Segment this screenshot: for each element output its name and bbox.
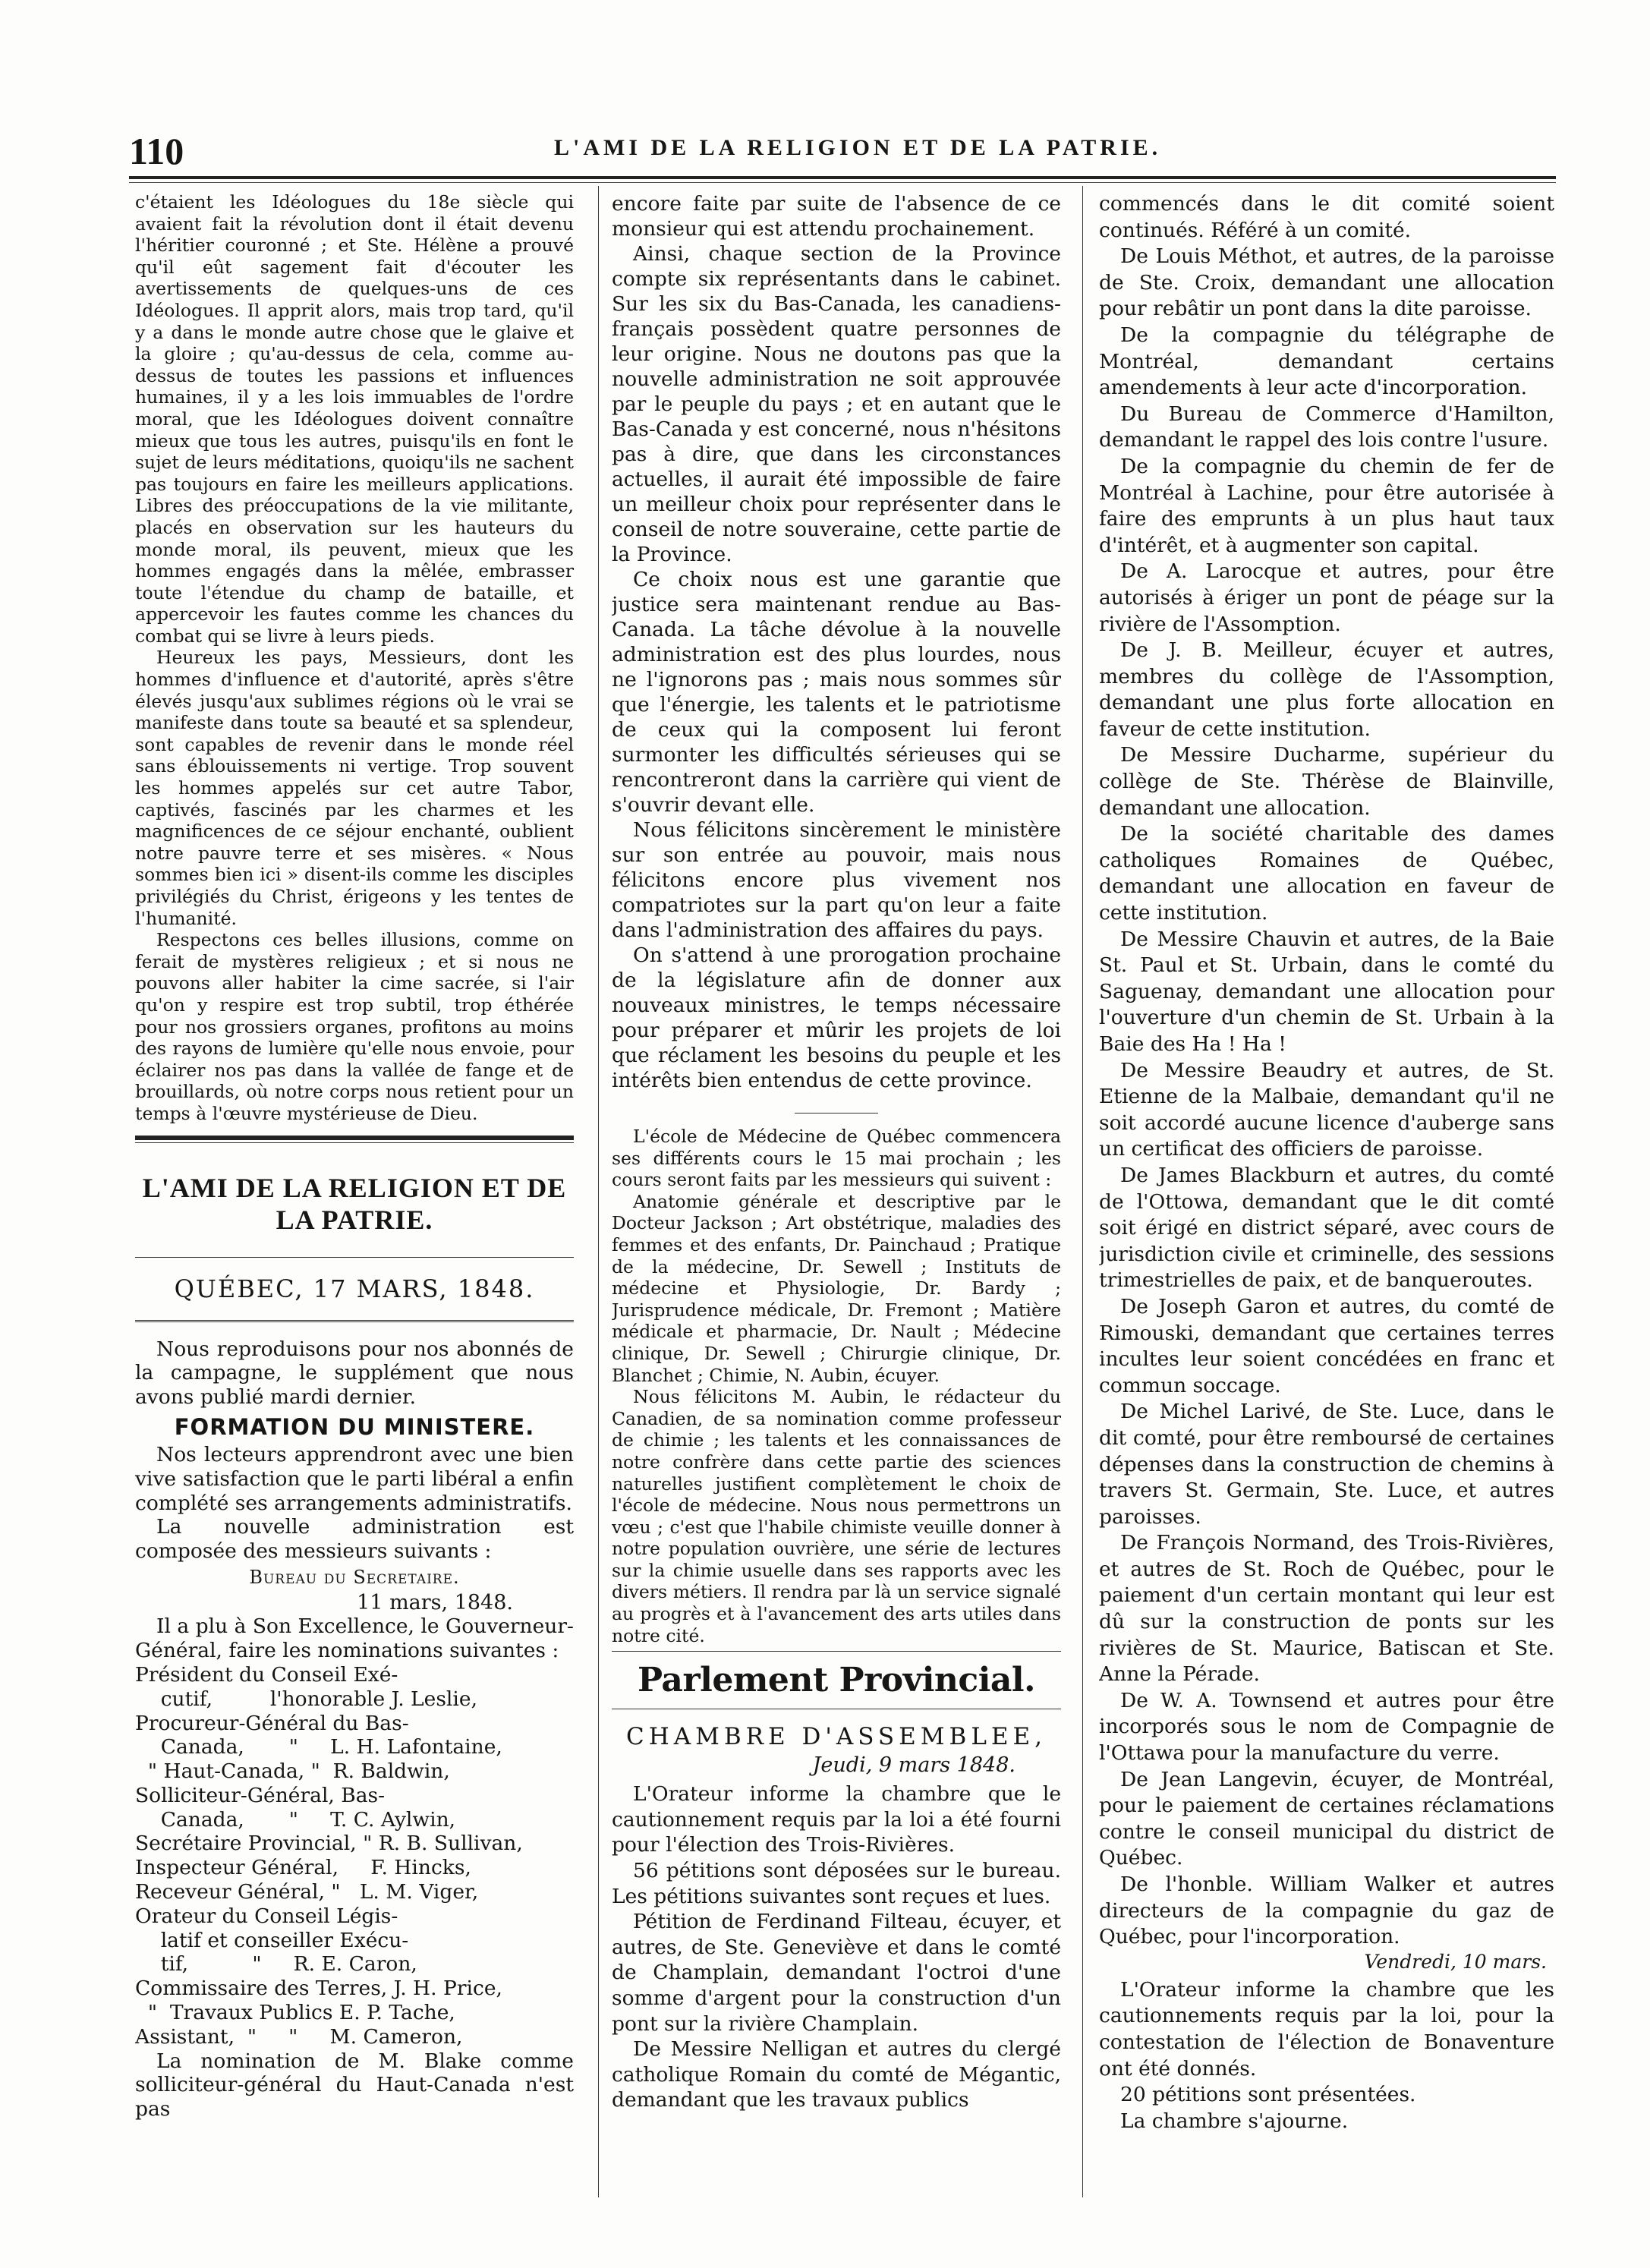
paragraph: Anatomie générale et descriptive par le Docteur Jackson ; Art obstétrique, maladies des femmes et des enfants, Dr. Painchaud ; Pratique de la médecine, Dr. Sewell ; Instituts de médecine et Physiologie, Dr. Bardy ; Jurisprudence médicale, Dr. Fremont ; Matière médicale et pharmacie, Dr. Nault ; Médecine clinique, Dr. Sewell ; Chirurgie clinique, Dr. Blanchet ; Chimie, N. Aubin, écuyer. xyxy=(612,1190,1061,1386)
appointments-list: Président du Conseil Exé- cutif, l'honorable J. Leslie, Procureur-Général du Bas- Canada, " L. H. Lafontaine, " Haut-Canada, " R. Baldwin, Solliciteur-Général, Bas- Canada, " T. C. Aylwin, Secrétaire Provincial, " R. B. Sullivan, Inspecteur Général, F. Hincks, Receveur Général, " L. M. Viger, Orateur du Conseil Légis- latif et conseiller Exécu- tif, " R. E. Caron, Commissaire des Terres, J. H. Price, " Travaux Publics E. P. Tache, Assistant, " " M. Cameron, xyxy=(135,1662,523,2049)
paragraph: Nous félicitons sincèrement le ministère sur son entrée au pouvoir, mais nous félicitons encore plus vivement nos compatriotes sur la part qu'on leur a faite dans l'administration des affaires du pays. xyxy=(612,818,1061,942)
paragraph: De l'honble. William Walker et autres directeurs de la compagnie du gaz de Québec, pour l'incorporation. xyxy=(1099,1873,1554,1949)
column-3 xyxy=(1099,191,1554,2195)
short-divider xyxy=(612,1102,1061,1117)
divider xyxy=(135,1257,574,1258)
paragraph: L'Orateur informe la chambre que le cautionnement requis par la loi a été fourni pour l'élection des Trois-Rivières. xyxy=(612,1782,1061,1857)
paragraph: De W. A. Townsend et autres pour être incorporés sous le nom de Compagnie de l'Ottawa pour la manufacture du verre. xyxy=(1099,1688,1554,1766)
header-rule xyxy=(129,176,1556,179)
paragraph: L'Orateur informe la chambre que les cautionnements requis par la loi, pour la contestation de l'élection de Bonaventure ont été donnés. xyxy=(1099,1977,1554,2081)
section-title: Parlement Provincial. xyxy=(638,1661,1035,1700)
masthead-rule-thin xyxy=(135,1142,574,1143)
paragraph: 56 pétitions sont déposées sur le bureau. Les pétitions suivantes sont reçues et lues. xyxy=(612,1859,1061,1908)
paragraph: encore faite par suite de l'absence de ce monsieur qui est attendu prochainement. xyxy=(612,192,1061,241)
page-number: 110 xyxy=(129,130,184,172)
paragraph: commencés dans le dit comité soient continués. Référé à un comité. xyxy=(1099,192,1554,242)
paragraph: De Messire Ducharme, supérieur du collège de Ste. Thérèse de Blainville, demandant une allocation. xyxy=(1099,743,1554,820)
paragraph: 20 pétitions sont présentées. xyxy=(1120,2083,1416,2107)
paragraph: La nomination de M. Blake comme solliciteur-général du Haut-Canada n'est pas xyxy=(135,2049,574,2122)
paragraph: De Louis Méthot, et autres, de la paroisse de Ste. Croix, demandant une allocation pour rebâtir un pont dans la dite paroisse. xyxy=(1099,244,1554,321)
column-1 xyxy=(135,191,574,2195)
paragraph: De J. B. Meilleur, écuyer et autres, membres du collège de l'Assomption, demandant une plus forte allocation en faveur de cette institution. xyxy=(1099,638,1554,741)
paragraph: Du Bureau de Commerce d'Hamilton, demandant le rappel des lois contre l'usure. xyxy=(1099,402,1554,452)
double-divider xyxy=(135,1320,574,1324)
paragraph: De la compagnie du télégraphe de Montréal, demandant certains amendements à leur acte d'incorporation. xyxy=(1099,323,1554,400)
paragraph: De James Blackburn et autres, du comté de l'Ottowa, demandant que le dit comté soit érigé en district séparé, avec cours de jurisdiction civile et criminelle, des sessions trimestrielles de paix, et de banqueroutes. xyxy=(1099,1163,1554,1293)
paragraph: De Messire Chauvin et autres, de la Baie St. Paul et St. Urbain, dans le comté du Saguenay, demandant une allocation pour l'ouverture d'un chemin de St. Urbain à la Baie des Ha ! Ha ! xyxy=(1099,927,1554,1056)
session-date: Vendredi, 10 mars. xyxy=(1364,1950,1547,1973)
paragraph: Ce choix nous est une garantie que justice sera maintenant rendue au Bas-Canada. La tâche dévolue à la nouvelle administration est des plus lourdes, nous ne l'ignorons pas ; mais nous sommes sûr que l'énergie, les talents et le patriotisme de ceux qui la composent lui feront surmonter les difficultés sérieuses qui se rencontreront dans la carrière qui vient de s'ouvrir devant elle. xyxy=(612,568,1061,817)
bureau-heading: Bureau du Secretaire. xyxy=(249,1566,460,1588)
paragraph: Ainsi, chaque section de la Province compte six représentants dans le cabinet. Sur les six du Bas-Canada, les canadiens-français possèdent quatre personnes de leur origine. Nous ne doutons pas que la nouvelle administration ne soit approuvée par le peuple du pays ; et en autant que le Bas-Canada y est concerné, nous n'hésitons pas à dire, que dans les circonstances actuelles, il aurait été impossible de faire un meilleur choix pour représenter dans le conseil de notre souveraine, cette partie de la Province. xyxy=(612,242,1061,566)
column-separator xyxy=(598,186,599,2197)
subsection-heading: CHAMBRE D'ASSEMBLEE, xyxy=(625,1723,1047,1751)
paragraph: De Messire Nelligan et autres du clergé catholique Romain du comté de Mégantic, demandant que les travaux publics xyxy=(612,2037,1061,2112)
paragraph: Il a plu à Son Excellence, le Gouverneur-Général, faire les nominations suivantes : xyxy=(135,1614,574,1663)
paragraph: De Joseph Garon et autres, du comté de Rimouski, demandant que certaines terres incultes leur soient concédées en franc et commun soccage. xyxy=(1099,1294,1554,1397)
column-separator xyxy=(1082,186,1083,2197)
paragraph: La nouvelle administration est composée des messieurs suivants : xyxy=(135,1515,574,1564)
paragraph: c'étaient les Idéologues du 18e siècle qui avaient fait la révolution dont il était devenu l'héritier couronné ; et Ste. Hélène a prouvé qu'il eût sagement fait d'écouter les avertissements de quelques-uns de ces Idéologues. Il apprit alors, mais trop tard, qu'il y a dans le monde autre chose que le glaive et la gloire ; qu'au-dessus de cela, comme au-dessus de toutes les passions et influences humaines, il y a les lois immuables de l'ordre moral, que les Idéologues doivent connaître mieux que tous les autres, puisqu'ils en font le sujet de leurs méditations, quoiqu'ils ne sachent pas toujours en faire les meilleurs applications. Libres des préoccupations de la vie militante, placés en observation sur les hauteurs du monde moral, ils peuvent, mieux que les hommes engagés dans la mêlée, embrasser toute l'étendue du champ de bataille, et appercevoir les fautes comme les chances du combat qui se livre à leurs pieds. xyxy=(135,191,574,647)
paragraph: De François Normand, des Trois-Rivières, et autres de St. Roch de Québec, pour le paiement d'un certain montant qui leur est dû sur la construction de ponts sur les rivières de St. Maurice, Batiscan et Ste. Anne la Pérade. xyxy=(1099,1531,1554,1687)
paragraph: De Messire Beaudry et autres, de St. Etienne de la Malbaie, demandant qu'il ne soit accordé aucune licence d'auberge sans un certificat des officiers de paroisse. xyxy=(1099,1058,1554,1161)
paragraph: On s'attend à une prorogation prochaine de la législature afin de donner aux nouveaux ministres, le temps nécessaire pour préparer et mûrir les projets de loi que réclament les besoins du peuple et les intérêts bien entendus de cette province. xyxy=(612,943,1061,1092)
paragraph: De la compagnie du chemin de fer de Montréal à Lachine, pour être autorisée à faire des emprunts à un plus haut taux d'intérêt, et à augmenter son capital. xyxy=(1099,454,1554,557)
masthead-title: L'AMI DE LA RELIGION ET DE LA PATRIE. xyxy=(142,1172,567,1235)
paragraph: Nos lecteurs apprendront avec une bien vive satisfaction que le parti libéral a enfin complété ses arrangements administratifs. xyxy=(135,1442,574,1515)
intro-paragraph: Nous reproduisons pour nos abonnés de la campagne, le supplément que nous avons publié mardi dernier. xyxy=(135,1337,574,1410)
bureau-date: 11 mars, 1848. xyxy=(357,1590,513,1614)
divider xyxy=(612,1651,1061,1652)
session-date: Jeudi, 9 mars 1848. xyxy=(812,1753,1016,1778)
paragraph: De Jean Langevin, écuyer, de Montréal, pour le paiement de certaines réclamations contre le conseil municipal du district de Québec. xyxy=(1099,1767,1554,1870)
paragraph: De A. Larocque et autres, pour être autorisés à ériger un pont de péage sur la rivière de l'Assomption. xyxy=(1099,559,1554,636)
paragraph: Heureux les pays, Messieurs, dont les hommes d'influence et d'autorité, après s'être élevés jusqu'aux sublimes régions où le vrai se manifeste dans toute sa beauté et sa splendeur, sont capables de revenir dans le monde réel sans éblouissements ni vertige. Trop souvent les hommes appelés sur cet autre Tabor, captivés, fascinés par les charmes et les magnificences de ce séjour enchanté, oublient notre pauvre terre et ses misères. « Nous sommes bien ici » disent-ils comme les disciples privilégiés du Christ, érigeons y les tentes de l'humanité. xyxy=(135,647,574,929)
paragraph: Nous félicitons M. Aubin, le rédacteur du Canadien, de sa nomination comme professeur de chimie ; les talents et les connaissances de notre confrère dans cette partie des sciences naturelles justifient complètement le choix de l'école de médecine. Nous nous permettrons un vœu ; c'est que l'habile chimiste veuille donner à notre population ouvrière, une série de lectures sur la chimie usuelle dans ses rapports avec les divers métiers. Il rendra par là un service signalé au progrès et à l'avancement des arts utiles dans notre cité. xyxy=(612,1386,1061,1646)
masthead-rule xyxy=(135,1136,574,1140)
paragraph: De la société charitable des dames catholiques Romaines de Québec, demandant une allocation en faveur de cette institution. xyxy=(1099,822,1554,925)
paragraph: Respectons ces belles illusions, comme on ferait de mystères religieux ; et si nous ne pouvons aller habiter la cime sacrée, si l'air qu'on y respire est trop subtil, trop éthérée pour nos grossiers organes, profitons au moins des rayons de lumière qu'elle nous envoie, pour éclairer nos pas dans la vallée de fange et de brouillards, où notre corps nous retient pour un temps à l'œuvre mystérieuse de Dieu. xyxy=(135,929,574,1124)
running-head: L'AMI DE LA RELIGION ET DE LA PATRIE. xyxy=(554,135,1162,160)
dateline: QUÉBEC, 17 MARS, 1848. xyxy=(174,1274,535,1303)
paragraph: L'école de Médecine de Québec commencera ses différents cours le 15 mai prochain ; les cours seront faits par les messieurs qui suivent : xyxy=(612,1126,1061,1191)
section-heading: FORMATION DU MINISTERE. xyxy=(174,1413,535,1440)
paragraph: De Michel Larivé, de Ste. Luce, dans le dit comté, pour être remboursé de certaines dépenses dans la construction de chemins à travers St. Germain, Ste. Luce, et autres paroisses. xyxy=(1099,1400,1554,1529)
paragraph: Pétition de Ferdinand Filteau, écuyer, et autres, de Ste. Geneviève et dans le comté de Champlain, demandant l'octroi d'une somme d'argent pour la construction d'un pont sur la rivière Champlain. xyxy=(612,1910,1061,2036)
paragraph: La chambre s'ajourne. xyxy=(1120,2109,1349,2133)
column-2 xyxy=(612,191,1061,2195)
header-rule-thin xyxy=(129,182,1556,183)
page-header xyxy=(129,129,1556,175)
